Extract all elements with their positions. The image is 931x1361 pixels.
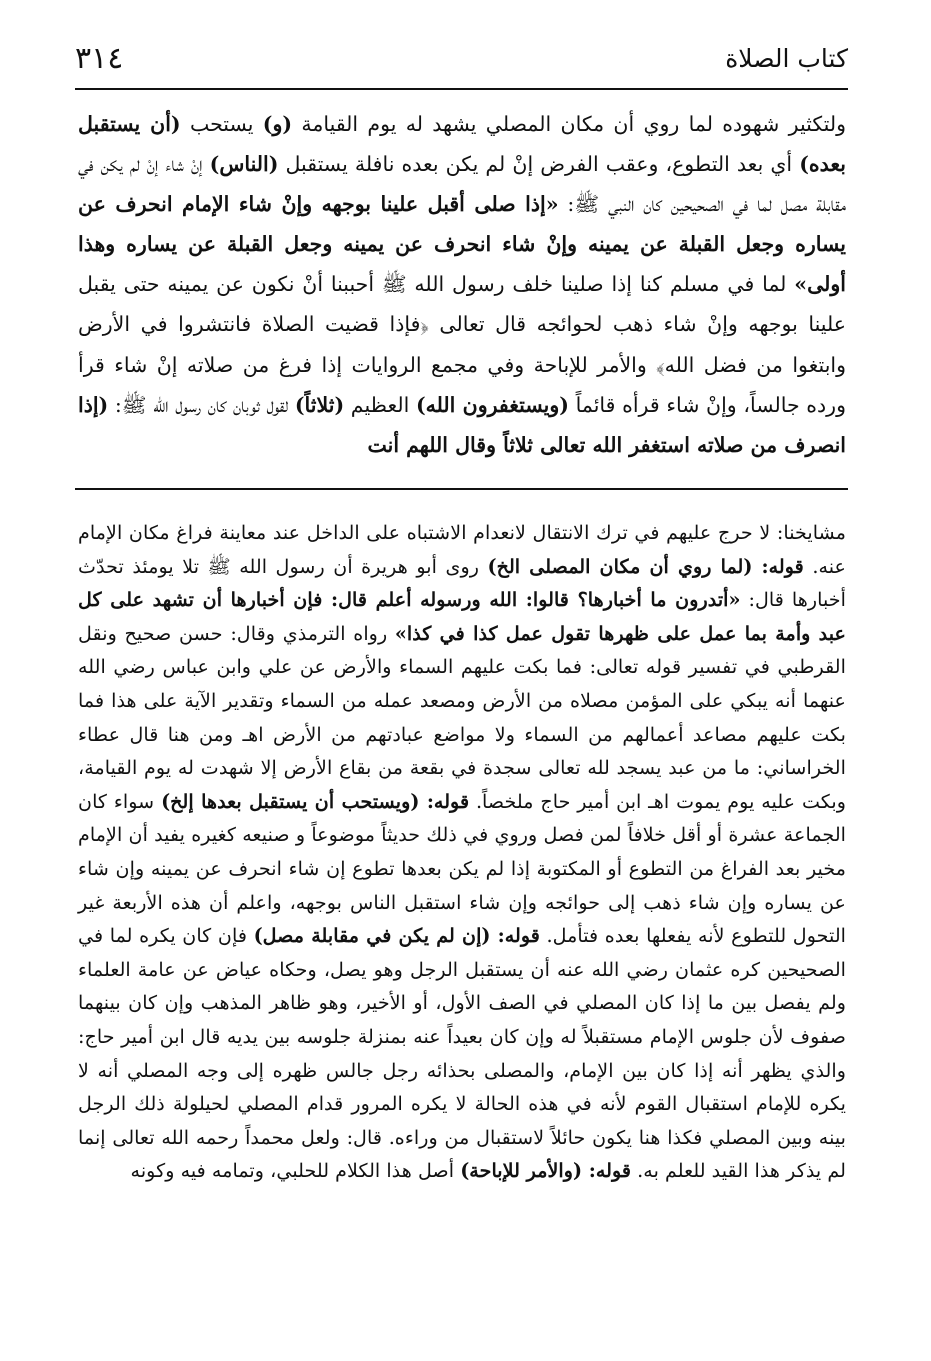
text-segment: أصل هذا الكلام للحلبي، وتمامه فيه وكونه xyxy=(130,1159,461,1183)
footnote-commentary xyxy=(78,516,846,1188)
page-number: ٣١٤ xyxy=(75,40,124,76)
text-segment: سواء كان الجماعة عشرة أو أقل خلافاً لمن فصل وروي في ذلك حديثاً موضوعاً و صنيعه كغيره يفيد أن الإمام مخير بعد الفراغ من التطوع أو المكتوبة إذا لم يكن بعدها تطوع إن شاء انحرف عن يمينه وإن شاء عن يساره وإن شاء ذهب إلى حوائجه وإن شاء استقبل الناس بوجهه، واعلم أن هذه الأربعة غير التحول للتطوع لأنه يفعلها بعده فتأمل. xyxy=(78,789,847,948)
text-segment: مشايخنا: لا حرج عليهم في ترك الانتقال لانعدام الاشتباه على الداخل عند معاينة فراغ مكان الإمام عنه. xyxy=(78,521,846,578)
bold-segment: (ثلاثاً) xyxy=(294,392,345,417)
text-segment: رواه الترمذي وقال: حسن صحيح ونقل القرطبي في تفسير قوله تعالى: فما بكت عليهم السماء والأرض عن علي وابن عباس رضي الله عنهما أنه يبكي على المؤمن مصلاه من الأرض ومصعد عمله من السماء وتقدير الآية على هذا فما بكت عليهم مصاعد أعمالهم من السماء ولا مواضع عبادتهم من الأرض اهـ ومن هنا قال عطاء الخراساني: ما من عبد يسجد لله تعالى سجدة في بقعة من بقاع الأرض إلا شهدت له يوم القيامة، وبكت عليه يوم يموت اهـ ابن أمير حاج ملخصاً. xyxy=(78,621,846,813)
text-segment: لقول ثوبان كان رسول الله ﷺ: xyxy=(108,392,295,417)
bold-segment: قوله: (إن لم يكن في مقابلة مصل) xyxy=(253,924,540,948)
bold-segment: «إذا صلى أقبل علينا بوجهه وإنْ شاء الإمام انحرف عن يساره وجعل القبلة عن يمينه وإنْ شاء انحرف عن يمينه وجعل القبلة عن يساره وهذا أولى» xyxy=(78,192,846,297)
text-segment: لما في مسلم كنا إذا صلينا خلف رسول الله ﷺ أحببنا أنْ نكون عن يمينه حتى يقبل علينا بوجهه وإنْ شاء ذهب لحوائجه قال تعالى ﴿فإذا قضيت الصلاة فانتشروا في الأرض وابتغوا من فضل الله﴾ والأمر للإباحة وفي مجمع الروايات إذا فرغ من صلاته إنْ شاء قرأ ورده جالساً، وإنْ شاء قرأه قائماً xyxy=(78,272,846,417)
bold-segment: قوله: (ويستحب أن يستقبل بعدها إلخ) xyxy=(161,789,470,813)
main-text xyxy=(78,104,846,465)
bold-segment: (الناس) xyxy=(209,152,279,177)
text-segment: يستحب xyxy=(180,112,263,136)
book-title: كتاب الصلاة xyxy=(725,43,848,73)
text-segment: إنْ شاء إنْ لم يكن في مقابلة مصل لما في الصحيحين كان النبي ﷺ: xyxy=(78,152,846,217)
footnote-separator xyxy=(75,488,848,490)
bold-segment: (أن يستقبل بعده) xyxy=(78,112,847,177)
page-header xyxy=(75,40,848,76)
text-segment: العظيم xyxy=(344,392,416,417)
text-segment: أي بعد التطوع، وعقب الفرض إنْ لم يكن بعده نافلة يستقبل xyxy=(278,152,800,177)
bold-segment: قوله: (لما روي أن مكان المصلى الخ) xyxy=(487,554,804,578)
text-segment: روى أبو هريرة أن رسول الله ﷺ تلا يومئذ تحدّث أخبارها قال: xyxy=(78,554,846,612)
bold-segment: (و) xyxy=(262,112,293,136)
bold-segment: (ويستغفرون الله) xyxy=(415,392,569,417)
main-paragraph xyxy=(78,104,846,465)
text-segment: ولتكثير شهوده لما روي أن مكان المصلي يشهد له يوم القيامة xyxy=(292,112,846,136)
text-segment: فإن كان يكره لما في الصحيحين كره عثمان رضي الله عنه أن يستقبل الرجل وهو يصل، وحكاه عياض عن عامة العلماء ولم يفصل بين ما إذا كان المصلي في الصف الأول، أو الأخير، وهو ظاهر المذهب وإن كان بينهما صفوف لأن جلوس الإمام مستقبلاً له وإن كان بعيداً عنه بمنزلة جلوسه بين يديه قال ابن أمير حاج: والذي يظهر أنه إذا كان بين الإمام، والمصلى بحذائه رجل جالس ظهره إلى وجه المصلي أنه لا يكره للإمام استقبال القوم لأنه في هذه الحالة لا يكره المرور قدام المصلي لحيلولة ذلك الرجل بينه وبين المصلي فكذا هنا يكون حائلاً لاستقبال من وراءه. قال: ولعل محمداً رحمه الله تعالى إنما لم يذكر هذا القيد للعلم به. xyxy=(78,924,846,1183)
bold-segment: (إذا انصرف من صلاته استغفر الله تعالى ثلاثاً وقال اللهم أنت xyxy=(78,392,846,457)
bold-segment: قوله: (والأمر للإباحة) xyxy=(460,1159,632,1183)
header-rule xyxy=(75,88,848,90)
commentary-paragraph xyxy=(78,516,846,1188)
bold-segment: «أتدرون ما أخبارها؟ قالوا: الله ورسوله أعلم قال: فإن أخبارها أن تشهد على كل عبد وأمة بما عمل على ظهرها تقول عمل كذا في كذا» xyxy=(78,588,846,645)
